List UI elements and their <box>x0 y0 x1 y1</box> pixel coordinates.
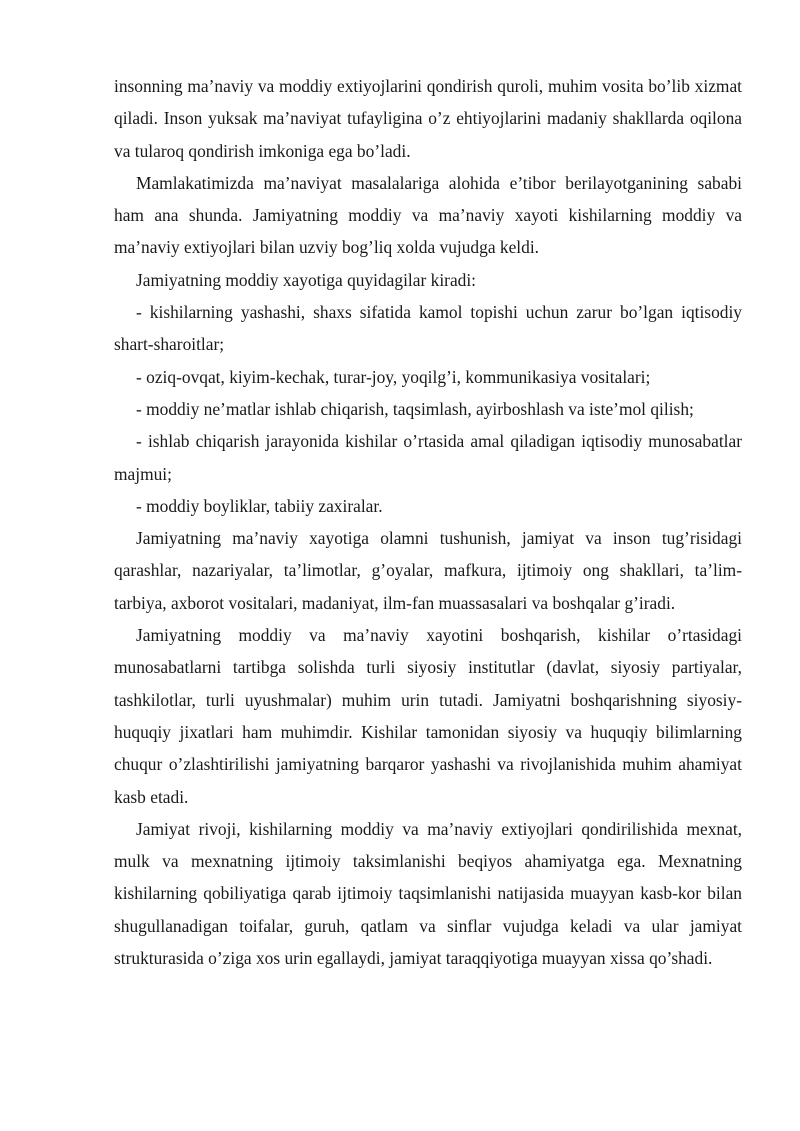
list-item: - oziq-ovqat, kiyim-kechak, turar-joy, yoqilg’i, kommunikasiya vositalari; <box>136 366 651 387</box>
list-item: - ishlab chiqarish jarayonida kishilar o’rtasida amal qiladigan iqtisodiy munosabatlar majmui; <box>114 431 742 484</box>
paragraph: Jamiyatning ma’naviy xayotiga olamni tushunish, jamiyat va inson tug’risidagi qarashlar, nazariyalar, ta’limotlar, g’oyalar, mafkura, ijtimoiy ong shakllari, ta’lim-tarbiya, axborot vositalari, madaniyat, ilm-fan muassasalari va boshqalar g’iradi. <box>114 528 742 613</box>
paragraph-continuation: insonning ma’naviy va moddiy extiyojlarini qondirish quroli, muhim vosita bo’lib xizmat qiladi. Inson yuksak ma’naviyat tufayligina o’z ehtiyojlarini madaniy shakllarda oqilona va tularoq qondirish imkoniga ega bo’ladi. <box>114 76 742 161</box>
list-item: - kishilarning yashashi, shaxs sifatida kamol topishi uchun zarur bo’lgan iqtisodiy shart-sharoitlar; <box>114 302 742 355</box>
paragraph: Jamiyat rivoji, kishilarning moddiy va ma’naviy extiyojlari qondirilishida mexnat, mulk va mexnatning ijtimoiy taksimlanishi beqiyos ahamiyatga ega. Mexnatning kishilarning qobiliyatiga qarab ijtimoiy taqsimlanishi natijasida muayyan kasb-kor bilan shugullanadigan toifalar, guruh, qatlam va sinflar vujudga keladi va ular jamiyat strukturasida o’ziga xos urin egallaydi, jamiyat taraqqiyotiga muayyan xissa qo’shadi. <box>114 818 742 969</box>
paragraph-list-intro: Jamiyatning moddiy xayotiga quyidagilar kiradi: <box>136 269 477 290</box>
paragraph: Mamlakatimizda ma’naviyat masalalariga alohida e’tibor berilayotganining sababi ham ana shunda. Jamiyatning moddiy va ma’naviy xayoti kishilarning moddiy va ma’naviy extiyojlari bilan uzviy bog’liq xolda vujudga keldi. <box>114 172 742 258</box>
list-item: - moddiy ne’matlar ishlab chiqarish, taqsimlash, ayirboshlash va iste’mol qilish; <box>136 398 694 419</box>
list-item: - moddiy boyliklar, tabiiy zaxiralar. <box>136 495 383 516</box>
body-text <box>114 70 742 974</box>
paragraph: Jamiyatning moddiy va ma’naviy xayotini boshqarish, kishilar o’rtasidagi munosabatlarni tartibga solishda turli siyosiy institutlar (davlat, siyosiy partiyalar, tashkilotlar, turli uyushmalar) muhim urin tutadi. Jamiyatni boshqarishning siyosiy-huquqiy jixatlari ham muhimdir. Kishilar tamonidan siyosiy va huquqiy bilimlarning chuqur o’zlashtirilishi jamiyatning barqaror yashashi va rivojlanishida muhim ahamiyat kasb etadi. <box>114 625 742 807</box>
